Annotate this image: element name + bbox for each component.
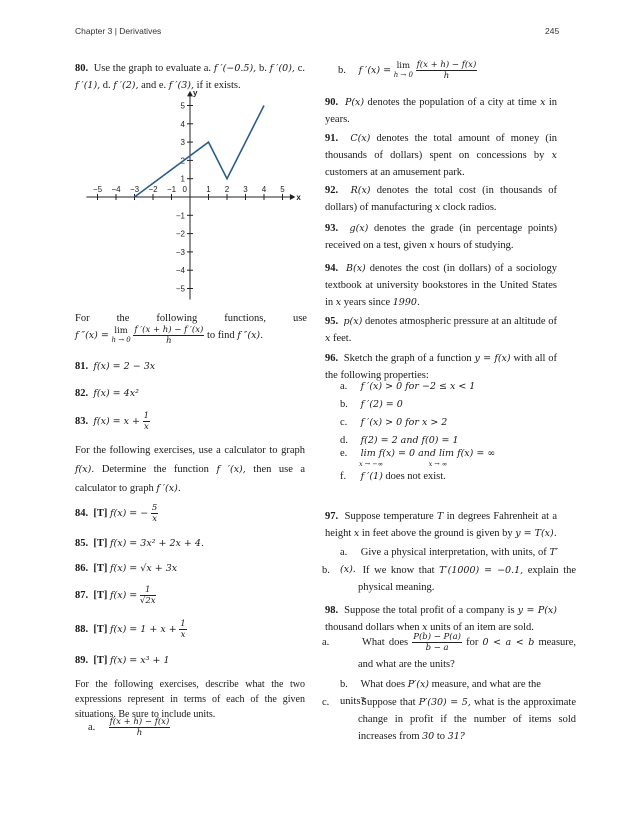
text: the: [116, 313, 130, 324]
numerator: f ′(x + h) − f ′(x): [134, 325, 204, 336]
text: in degrees Fahrenheit at a height: [325, 511, 558, 539]
text: denotes the grade (in percentage points) received on a test, given: [325, 223, 557, 251]
exercise-92: [325, 182, 557, 216]
math: C(x): [350, 133, 371, 144]
math: f ′(0),: [269, 63, 295, 74]
text: with all of the following properties:: [325, 353, 558, 381]
text: what is the approximate change in profit if the number of items sold increases from: [358, 697, 577, 742]
fraction: [179, 619, 186, 640]
text: in years.: [325, 97, 558, 125]
math: f ′(x),: [216, 464, 246, 475]
exercise-84: [75, 502, 305, 526]
math: 31?: [447, 731, 465, 742]
math: x: [422, 622, 428, 633]
math: T: [436, 511, 444, 522]
math: y = P(x): [517, 605, 557, 616]
x-tick-label: −4: [111, 185, 121, 194]
exercise-94: [325, 260, 557, 311]
limit: [394, 62, 413, 80]
exercise-86: [75, 560, 305, 577]
item-label: c.: [322, 697, 330, 708]
math: x: [551, 150, 557, 161]
exercise-97-b: [322, 562, 577, 596]
text: and e.: [141, 80, 167, 91]
text: denotes atmospheric pressure at an altitude of: [364, 316, 557, 327]
running-header-chapter: Chapter 3 | Derivatives: [75, 26, 162, 36]
item-label: f.: [340, 471, 347, 482]
exercise-number: 93.: [325, 223, 339, 234]
text: feet.: [332, 333, 352, 344]
fraction: [151, 503, 158, 524]
denominator: h: [443, 71, 450, 82]
math: f ′(x) > 0 for −2 ≤ x < 1: [360, 381, 476, 392]
item-label: a.: [340, 547, 348, 558]
math: p(x): [343, 316, 363, 327]
second-derivative-formula: [75, 323, 305, 349]
math: f(x).: [75, 464, 95, 475]
x-tick-label: 1: [206, 185, 211, 194]
exercise-83: [75, 410, 305, 434]
exercise-97: [325, 508, 557, 542]
item-label: b.: [338, 65, 346, 76]
math: 0 < a < b: [482, 637, 535, 648]
exercise-98-c: [322, 694, 577, 745]
math: f(x) = 3x² + 2x + 4.: [110, 538, 204, 549]
item-label: a.: [88, 722, 96, 733]
y-tick-label: 3: [180, 138, 185, 148]
exercise-82: [75, 385, 305, 402]
text: b.: [258, 63, 267, 74]
text: Suppose the total profit of a company is: [344, 605, 515, 616]
numerator: 5: [151, 503, 158, 514]
fraction: [140, 585, 156, 606]
text: measure, and what are the units?: [340, 679, 541, 707]
math: f ″(x) =: [75, 330, 109, 341]
text: denotes the total cost (in thousands of dollars) of manufacturing: [325, 185, 558, 213]
lim-text: lim: [114, 325, 128, 336]
math: y = T(x).: [515, 528, 557, 539]
math: f(x) = −: [110, 508, 149, 519]
item-a-difference-quotient: [88, 716, 170, 740]
text: denotes the total amount of money (in thousands of dollars) spent on concessions by: [325, 133, 558, 161]
denominator: h: [136, 728, 143, 739]
property-b: [340, 396, 558, 413]
text: in feet above the ground is given by: [361, 528, 513, 539]
exercise-80: [75, 60, 305, 94]
math: f ′(3),: [168, 80, 194, 91]
text: thousand dollars when: [325, 622, 420, 633]
fraction: [109, 717, 171, 738]
x-axis-arrow: [290, 194, 296, 200]
text: What does: [361, 637, 409, 648]
text: to find: [206, 330, 235, 341]
text: for: [466, 637, 479, 648]
math: R(x): [350, 185, 371, 196]
exercise-number: 89.: [75, 655, 89, 666]
text: For: [75, 313, 90, 324]
text: Sketch the graph of a function: [343, 353, 472, 364]
item-label: d.: [340, 435, 348, 446]
text: clock radios.: [442, 202, 497, 213]
instructions-describe: For the following exercises, describe what the two expressions represent in terms of each of the given situations. Be sure to include units.: [75, 679, 305, 720]
denominator: x: [180, 630, 186, 641]
math: f(x) = 2 − 3x: [93, 361, 156, 372]
text: Suppose temperature: [344, 511, 434, 522]
math: f ′(2),: [113, 80, 139, 91]
text: c.: [297, 63, 306, 74]
page-number: 245: [545, 26, 560, 36]
denominator: √2x: [139, 596, 156, 607]
exercise-89: [75, 652, 305, 669]
fraction: [133, 325, 204, 346]
math: f(x) = 4x²: [93, 388, 139, 399]
math: x: [353, 528, 360, 539]
math: f ′(x) > 0 for x > 2: [360, 417, 448, 428]
math: g(x): [349, 223, 369, 234]
denominator: b − a: [425, 643, 449, 654]
property-a: [340, 378, 558, 395]
exercise-number: 94.: [325, 263, 339, 274]
math: f ′(x) =: [358, 65, 392, 76]
numerator: f(x + h) − f(x): [416, 60, 477, 71]
exercise-number: 96.: [325, 353, 339, 364]
math: f(x) = 1 + x +: [110, 624, 177, 635]
exercise-85: [75, 535, 305, 552]
math: f ′(2) = 0: [360, 399, 403, 410]
text: If we know that: [362, 565, 435, 576]
math: P′(30) = 5,: [418, 697, 471, 708]
fraction: [412, 632, 462, 653]
function-curve: [135, 106, 265, 198]
lim-sub: x → ∞: [428, 460, 448, 468]
text: customers at an amusement park.: [325, 167, 465, 178]
math: f(x) = √x + 3x: [110, 563, 178, 574]
technology-tag: [T]: [93, 590, 108, 601]
exercise-81: [75, 358, 305, 375]
text: does not exist.: [385, 471, 446, 482]
text: For the following exercises, use a calculator to graph: [75, 445, 305, 456]
exercise-98-a: [322, 632, 577, 676]
math: x: [335, 297, 342, 308]
y-tick-label: −3: [175, 247, 185, 257]
instructions-calculator: [75, 441, 305, 498]
denominator: x: [152, 514, 157, 525]
denominator: h: [166, 336, 172, 347]
x-axis-label: x: [296, 193, 301, 202]
lim-sub: h → 0: [393, 70, 413, 79]
text: years since: [343, 297, 391, 308]
exercise-number: 86.: [75, 563, 89, 574]
x-tick-label: −3: [129, 185, 140, 194]
text: graph: [129, 483, 154, 494]
text: d.: [102, 80, 111, 91]
exercise-95: [325, 313, 557, 347]
limit: [111, 327, 130, 345]
denominator: x: [143, 422, 149, 433]
math: f ′(1),: [75, 80, 101, 91]
text: to: [436, 731, 446, 742]
exercise-number: 85.: [75, 538, 89, 549]
numerator: 1: [140, 585, 156, 596]
exercise-number: 81.: [75, 361, 89, 372]
y-tick-label: 2: [180, 156, 185, 166]
numerator: f(x + h) − f(x): [109, 717, 170, 728]
math: x: [540, 97, 546, 108]
exercise-91: [325, 130, 557, 181]
exercise-number: 84.: [75, 508, 89, 519]
text: denotes the population of a city at time: [367, 97, 537, 108]
origin-label: 0: [182, 185, 187, 194]
exercise-number: 91.: [325, 133, 339, 144]
math: B(x): [346, 263, 366, 274]
math: f ″(x).: [237, 330, 264, 341]
item-label: a.: [340, 381, 348, 392]
technology-tag: [T]: [93, 624, 108, 635]
text: What does: [360, 679, 406, 690]
technology-tag: [T]: [93, 655, 108, 666]
text: use: [292, 313, 307, 324]
math: f(x) = x +: [93, 416, 140, 427]
math: 1990.: [392, 297, 420, 308]
exercise-number: 95.: [325, 316, 339, 327]
property-e: [340, 446, 558, 468]
exercise-number: 98.: [325, 605, 339, 616]
item-b-derivative-limit: [338, 58, 477, 84]
exercise-88: [75, 618, 305, 642]
math: f(2) = 2 and f(0) = 1: [360, 435, 459, 446]
item-label: a.: [322, 637, 330, 648]
exercise-number: 83.: [75, 416, 89, 427]
exercise-number: 97.: [325, 511, 339, 522]
math: f ′(−0.5),: [213, 63, 257, 74]
math: P′(x): [407, 679, 430, 690]
y-tick-label: −1: [175, 211, 185, 221]
y-tick-label: 5: [180, 101, 185, 111]
text: Determine the function: [101, 464, 209, 475]
lim-sub: h → 0: [111, 335, 131, 344]
property-f: [340, 468, 558, 485]
item-label: b.: [322, 565, 330, 576]
text: if it exists.: [196, 80, 241, 91]
exercise-number: 87.: [75, 590, 89, 601]
y-tick-label: 4: [180, 119, 185, 129]
lim-sub: x → −∞: [359, 460, 384, 468]
x-tick-label: −1: [166, 185, 177, 194]
math: f ′(x).: [156, 483, 181, 494]
lim-text: lim: [396, 60, 411, 71]
technology-tag: [T]: [93, 538, 108, 549]
item-label: c.: [340, 417, 348, 428]
exercise-90: [325, 94, 557, 128]
math: lim f(x) = 0 and lim f(x) = ∞: [360, 448, 496, 459]
x-tick-label: 3: [243, 185, 248, 194]
math: f(x) = x³ + 1: [110, 655, 170, 666]
numerator: P(b) − P(a): [413, 632, 461, 643]
math: y = f(x): [474, 353, 511, 364]
math: T′(x).: [340, 547, 559, 575]
fraction: [143, 411, 150, 432]
math: T′(1000) = −0.1,: [439, 565, 524, 576]
text: hours of studying.: [437, 240, 514, 251]
math: 30: [422, 731, 435, 742]
exercise-number: 80.: [75, 63, 89, 74]
text: Use the graph to evaluate a.: [93, 63, 212, 74]
math: f ′(1): [360, 471, 383, 482]
text: Give a physical interpretation, with units, of: [360, 547, 547, 558]
exercise-number: 88.: [75, 624, 89, 635]
math: f(x) =: [110, 590, 138, 601]
fraction: [416, 60, 478, 81]
math: P(x): [344, 97, 365, 108]
function-graph: [78, 90, 318, 300]
technology-tag: [T]: [93, 508, 108, 519]
exercise-93: [325, 220, 557, 254]
y-tick-label: 1: [180, 174, 185, 184]
item-label: e.: [340, 448, 348, 459]
exercise-number: 90.: [325, 97, 339, 108]
y-tick-label: −5: [175, 284, 185, 294]
numerator: 1: [180, 619, 186, 630]
technology-tag: [T]: [93, 563, 108, 574]
text: Suppose that: [361, 697, 416, 708]
exercise-number: 82.: [75, 388, 89, 399]
exercise-87: [75, 584, 305, 608]
item-label: b.: [340, 399, 348, 410]
text: then use a calculator to: [75, 464, 306, 494]
property-c: [340, 414, 558, 431]
y-tick-label: −2: [175, 229, 185, 239]
y-axis-label: y: [193, 90, 198, 98]
numerator: 1: [143, 411, 150, 422]
text: explain the physical meaning.: [358, 565, 577, 593]
text: functions,: [224, 313, 266, 324]
x-tick-label: 2: [224, 185, 230, 194]
x-tick-label: −5: [92, 185, 103, 194]
math: x: [325, 333, 331, 344]
x-tick-label: −2: [148, 185, 158, 194]
text: denotes the cost (in dollars) of a sociology textbook at university bookstores in the United States in: [325, 263, 558, 308]
math: x: [429, 240, 435, 251]
math: x: [434, 202, 441, 213]
text: following: [156, 313, 198, 324]
exercise-number: 92.: [325, 185, 339, 196]
exercise-98: [325, 602, 557, 636]
text: units of an item are sold.: [430, 622, 534, 633]
y-tick-label: −4: [175, 266, 185, 276]
x-tick-label: 5: [280, 185, 285, 194]
item-label: b.: [340, 679, 348, 690]
x-tick-label: 4: [261, 185, 267, 194]
text: measure, and what are the units?: [358, 637, 577, 670]
